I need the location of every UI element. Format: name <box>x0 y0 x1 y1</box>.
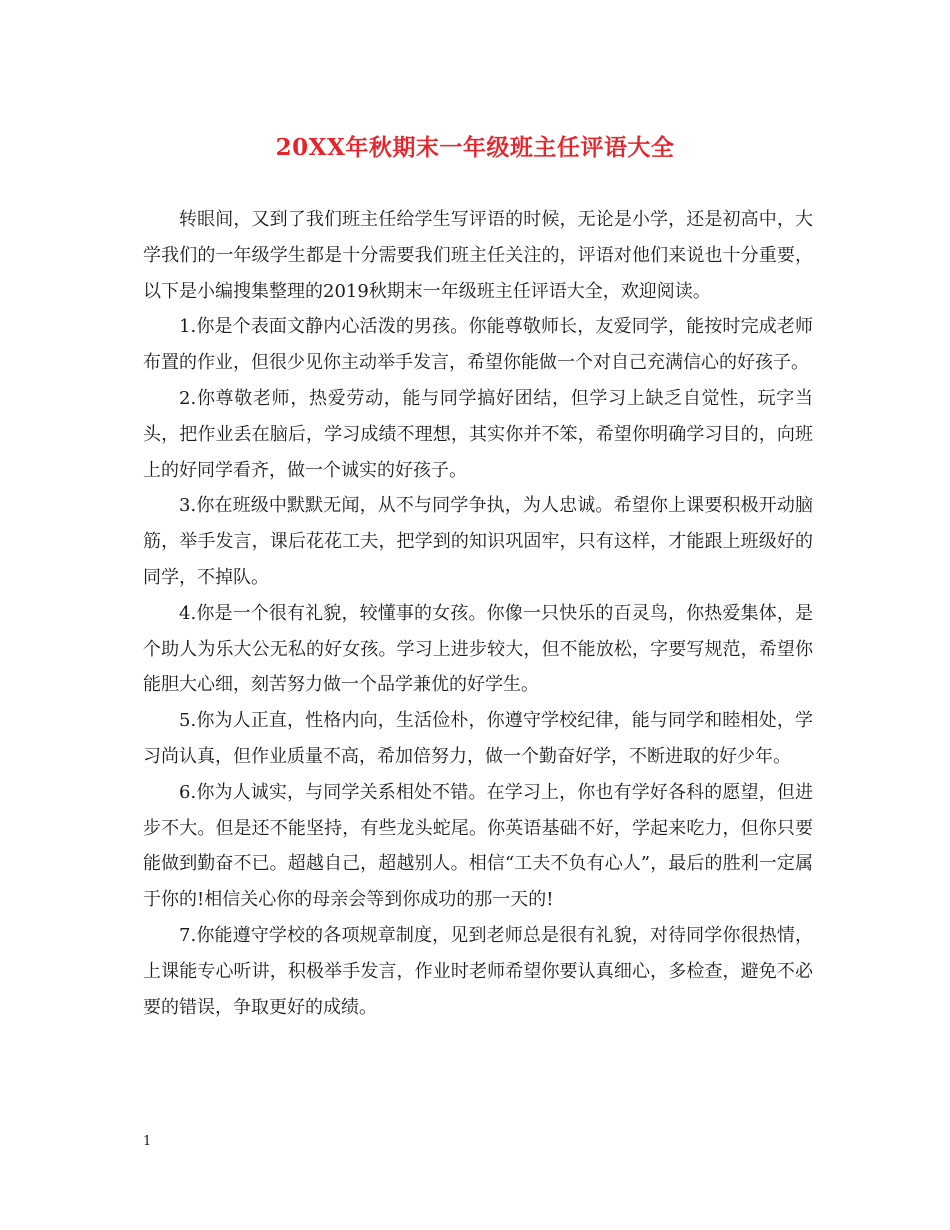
page-number: 1 <box>143 1134 152 1149</box>
comment-paragraph-4: 4.你是一个很有礼貌，较懂事的女孩。你像一只快乐的百灵鸟，你热爱集体，是个助人为乐大公无私的好女孩。学习上进步较大，但不能放松，字要写规范，希望你能胆大心细，刻苦努力做一个品学兼优的好学生。 <box>143 602 813 696</box>
comment-paragraph-7: 7.你能遵守学校的各项规章制度，见到老师总是很有礼貌，对待同学你很热情，上课能专心听讲，积极举手发言，作业时老师希望你要认真细心，多检查，避免不必要的错误，争取更好的成绩。 <box>143 924 813 1018</box>
comment-paragraph-3: 3.你在班级中默默无闻，从不与同学争执，为人忠诚。希望你上课要积极开动脑筋，举手发言，课后花花工夫，把学到的知识巩固牢，只有这样，才能跟上班级好的同学，不掉队。 <box>143 495 813 588</box>
document-body <box>143 202 813 1025</box>
document-title: 20XX年秋期末一年级班主任评语大全 <box>275 134 675 161</box>
comment-paragraph-1: 1.你是个表面文静内心活泼的男孩。你能尊敬师长，友爱同学，能按时完成老师布置的作业，但很少见你主动举手发言，希望你能做一个对自己充满信心的好孩子。 <box>143 316 813 374</box>
intro-paragraph: 转眼间，又到了我们班主任给学生写评语的时候，无论是小学，还是初高中，大学我们的一年级学生都是十分需要我们班主任关注的，评语对他们来说也十分重要，以下是小编搜集整理的2019秋期末一年级班主任评语大全，欢迎阅读。 <box>143 209 813 302</box>
comment-paragraph-6: 6.你为人诚实，与同学关系相处不错。在学习上，你也有学好各科的愿望，但进步不大。但是还不能坚持，有些龙头蛇尾。你英语基础不好，学起来吃力，但你只要能做到勤奋不已。超越自己，超越别人。相信“工夫不负有心人”，最后的胜利一定属于你的!相信关心你的母亲会等到你成功的那一天的! <box>143 781 813 911</box>
comment-paragraph-5: 5.你为人正直，性格内向，生活俭朴，你遵守学校纪律，能与同学和睦相处，学习尚认真，但作业质量不高，希加倍努力，做一个勤奋好学，不断进取的好少年。 <box>143 710 813 767</box>
comment-paragraph-2: 2.你尊敬老师，热爱劳动，能与同学搞好团结，但学习上缺乏自觉性，玩字当头，把作业丢在脑后，学习成绩不理想，其实你并不笨，希望你明确学习目的，向班上的好同学看齐，做一个诚实的好孩子。 <box>143 387 813 481</box>
